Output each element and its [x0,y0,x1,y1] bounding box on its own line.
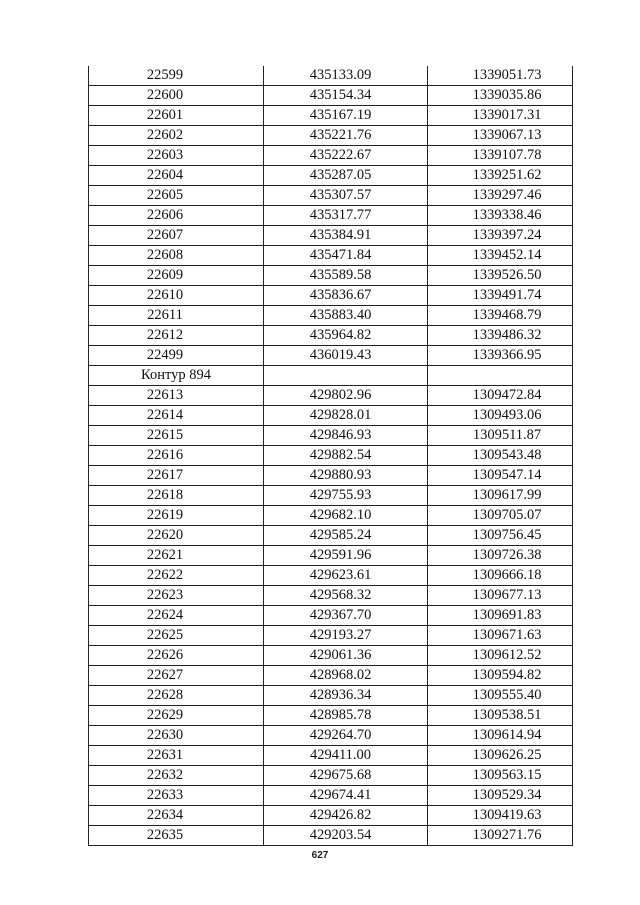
x-coordinate-cell: 429623.61 [264,566,428,586]
y-coordinate-cell: 1309543.48 [428,446,573,466]
table-row [89,226,573,246]
y-coordinate-cell: 1309726.38 [428,546,573,566]
table-row [89,506,573,526]
point-number-cell: 22609 [89,266,264,286]
y-coordinate-cell: 1309555.40 [428,686,573,706]
table-row [89,546,573,566]
y-coordinate-cell: 1309493.06 [428,406,573,426]
point-number-cell: 22603 [89,146,264,166]
point-number-cell: 22605 [89,186,264,206]
x-coordinate-cell: 429674.41 [264,786,428,806]
y-coordinate-cell: 1309472.84 [428,386,573,406]
y-coordinate-cell: 1309614.94 [428,726,573,746]
point-number-cell: 22604 [89,166,264,186]
table-row [89,446,573,466]
table-row [89,286,573,306]
x-coordinate-cell: 436019.43 [264,346,428,366]
x-coordinate-cell: 435133.09 [264,66,428,86]
y-coordinate-cell: 1339526.50 [428,266,573,286]
x-coordinate-cell: 435222.67 [264,146,428,166]
y-coordinate-cell: 1309626.25 [428,746,573,766]
point-number-cell: 22601 [89,106,264,126]
y-coordinate-cell: 1309594.82 [428,666,573,686]
point-number-cell: 22634 [89,806,264,826]
x-coordinate-cell: 435167.19 [264,106,428,126]
y-coordinate-cell: 1309511.87 [428,426,573,446]
x-coordinate-cell: 435317.77 [264,206,428,226]
point-number-cell: 22632 [89,766,264,786]
point-number-cell: 22611 [89,306,264,326]
y-coordinate-cell: 1309547.14 [428,466,573,486]
x-coordinate-cell: 435836.67 [264,286,428,306]
y-coordinate-cell: 1339338.46 [428,206,573,226]
x-coordinate-cell: 429585.24 [264,526,428,546]
x-coordinate-cell: 429264.70 [264,726,428,746]
point-number-cell: 22614 [89,406,264,426]
x-coordinate-cell: 428985.78 [264,706,428,726]
table-row [89,346,573,366]
point-number-cell: 22631 [89,746,264,766]
contour-empty-y-cell [428,366,573,386]
table-row [89,146,573,166]
x-coordinate-cell: 435589.58 [264,266,428,286]
point-number-cell: 22625 [89,626,264,646]
contour-header-row [89,366,573,386]
table-row [89,586,573,606]
x-coordinate-cell: 429591.96 [264,546,428,566]
x-coordinate-cell: 429568.32 [264,586,428,606]
coordinates-table-body [89,66,573,846]
table-row [89,766,573,786]
x-coordinate-cell: 435221.76 [264,126,428,146]
y-coordinate-cell: 1309666.18 [428,566,573,586]
y-coordinate-cell: 1309529.34 [428,786,573,806]
table-row [89,606,573,626]
y-coordinate-cell: 1339486.32 [428,326,573,346]
point-number-cell: 22623 [89,586,264,606]
table-row [89,646,573,666]
page-number: 627 [311,850,329,861]
point-number-cell: 22617 [89,466,264,486]
x-coordinate-cell: 429880.93 [264,466,428,486]
x-coordinate-cell: 429061.36 [264,646,428,666]
table-row [89,386,573,406]
table-row [89,466,573,486]
table-row [89,826,573,846]
point-number-cell: 22618 [89,486,264,506]
point-number-cell: 22499 [89,346,264,366]
x-coordinate-cell: 429846.93 [264,426,428,446]
y-coordinate-cell: 1309563.15 [428,766,573,786]
y-coordinate-cell: 1339366.95 [428,346,573,366]
point-number-cell: 22624 [89,606,264,626]
x-coordinate-cell: 428936.34 [264,686,428,706]
y-coordinate-cell: 1339107.78 [428,146,573,166]
table-row [89,66,573,86]
table-row [89,566,573,586]
point-number-cell: 22630 [89,726,264,746]
point-number-cell: 22600 [89,86,264,106]
point-number-cell: 22615 [89,426,264,446]
table-row [89,486,573,506]
table-row [89,706,573,726]
y-coordinate-cell: 1339452.14 [428,246,573,266]
y-coordinate-cell: 1309691.83 [428,606,573,626]
point-number-cell: 22626 [89,646,264,666]
coordinates-table [88,66,573,846]
y-coordinate-cell: 1339297.46 [428,186,573,206]
table-row [89,186,573,206]
contour-empty-x-cell [264,366,428,386]
point-number-cell: 22613 [89,386,264,406]
y-coordinate-cell: 1309677.13 [428,586,573,606]
y-coordinate-cell: 1309617.99 [428,486,573,506]
point-number-cell: 22606 [89,206,264,226]
y-coordinate-cell: 1309419.63 [428,806,573,826]
point-number-cell: 22628 [89,686,264,706]
table-row [89,106,573,126]
table-row [89,166,573,186]
point-number-cell: 22599 [89,66,264,86]
x-coordinate-cell: 429882.54 [264,446,428,466]
table-row [89,326,573,346]
x-coordinate-cell: 429828.01 [264,406,428,426]
table-row [89,206,573,226]
x-coordinate-cell: 429411.00 [264,746,428,766]
x-coordinate-cell: 429203.54 [264,826,428,846]
x-coordinate-cell: 429426.82 [264,806,428,826]
point-number-cell: 22607 [89,226,264,246]
point-number-cell: 22621 [89,546,264,566]
y-coordinate-cell: 1309705.07 [428,506,573,526]
table-row [89,666,573,686]
point-number-cell: 22602 [89,126,264,146]
table-row [89,526,573,546]
table-row [89,746,573,766]
table-row [89,306,573,326]
point-number-cell: 22610 [89,286,264,306]
table-row [89,266,573,286]
y-coordinate-cell: 1339067.13 [428,126,573,146]
y-coordinate-cell: 1339017.31 [428,106,573,126]
y-coordinate-cell: 1339251.62 [428,166,573,186]
x-coordinate-cell: 435384.91 [264,226,428,246]
x-coordinate-cell: 429675.68 [264,766,428,786]
y-coordinate-cell: 1309271.76 [428,826,573,846]
x-coordinate-cell: 435307.57 [264,186,428,206]
x-coordinate-cell: 429682.10 [264,506,428,526]
point-number-cell: 22633 [89,786,264,806]
x-coordinate-cell: 429193.27 [264,626,428,646]
point-number-cell: 22608 [89,246,264,266]
y-coordinate-cell: 1339397.24 [428,226,573,246]
point-number-cell: 22635 [89,826,264,846]
point-number-cell: 22627 [89,666,264,686]
point-number-cell: 22620 [89,526,264,546]
x-coordinate-cell: 435287.05 [264,166,428,186]
x-coordinate-cell: 429755.93 [264,486,428,506]
y-coordinate-cell: 1339051.73 [428,66,573,86]
table-row [89,786,573,806]
table-row [89,406,573,426]
x-coordinate-cell: 435883.40 [264,306,428,326]
x-coordinate-cell: 428968.02 [264,666,428,686]
table-row [89,126,573,146]
table-row [89,726,573,746]
table-row [89,626,573,646]
point-number-cell: 22612 [89,326,264,346]
y-coordinate-cell: 1309756.45 [428,526,573,546]
y-coordinate-cell: 1339468.79 [428,306,573,326]
x-coordinate-cell: 429367.70 [264,606,428,626]
table-row [89,806,573,826]
table-row [89,426,573,446]
x-coordinate-cell: 435964.82 [264,326,428,346]
table-row [89,86,573,106]
x-coordinate-cell: 435154.34 [264,86,428,106]
point-number-cell: 22622 [89,566,264,586]
x-coordinate-cell: 435471.84 [264,246,428,266]
y-coordinate-cell: 1309612.52 [428,646,573,666]
y-coordinate-cell: 1339035.86 [428,86,573,106]
table-row [89,686,573,706]
point-number-cell: 22629 [89,706,264,726]
y-coordinate-cell: 1309538.51 [428,706,573,726]
point-number-cell: 22619 [89,506,264,526]
point-number-cell: 22616 [89,446,264,466]
contour-label: Контур 894 [89,366,264,386]
x-coordinate-cell: 429802.96 [264,386,428,406]
table-row [89,246,573,266]
y-coordinate-cell: 1339491.74 [428,286,573,306]
y-coordinate-cell: 1309671.63 [428,626,573,646]
